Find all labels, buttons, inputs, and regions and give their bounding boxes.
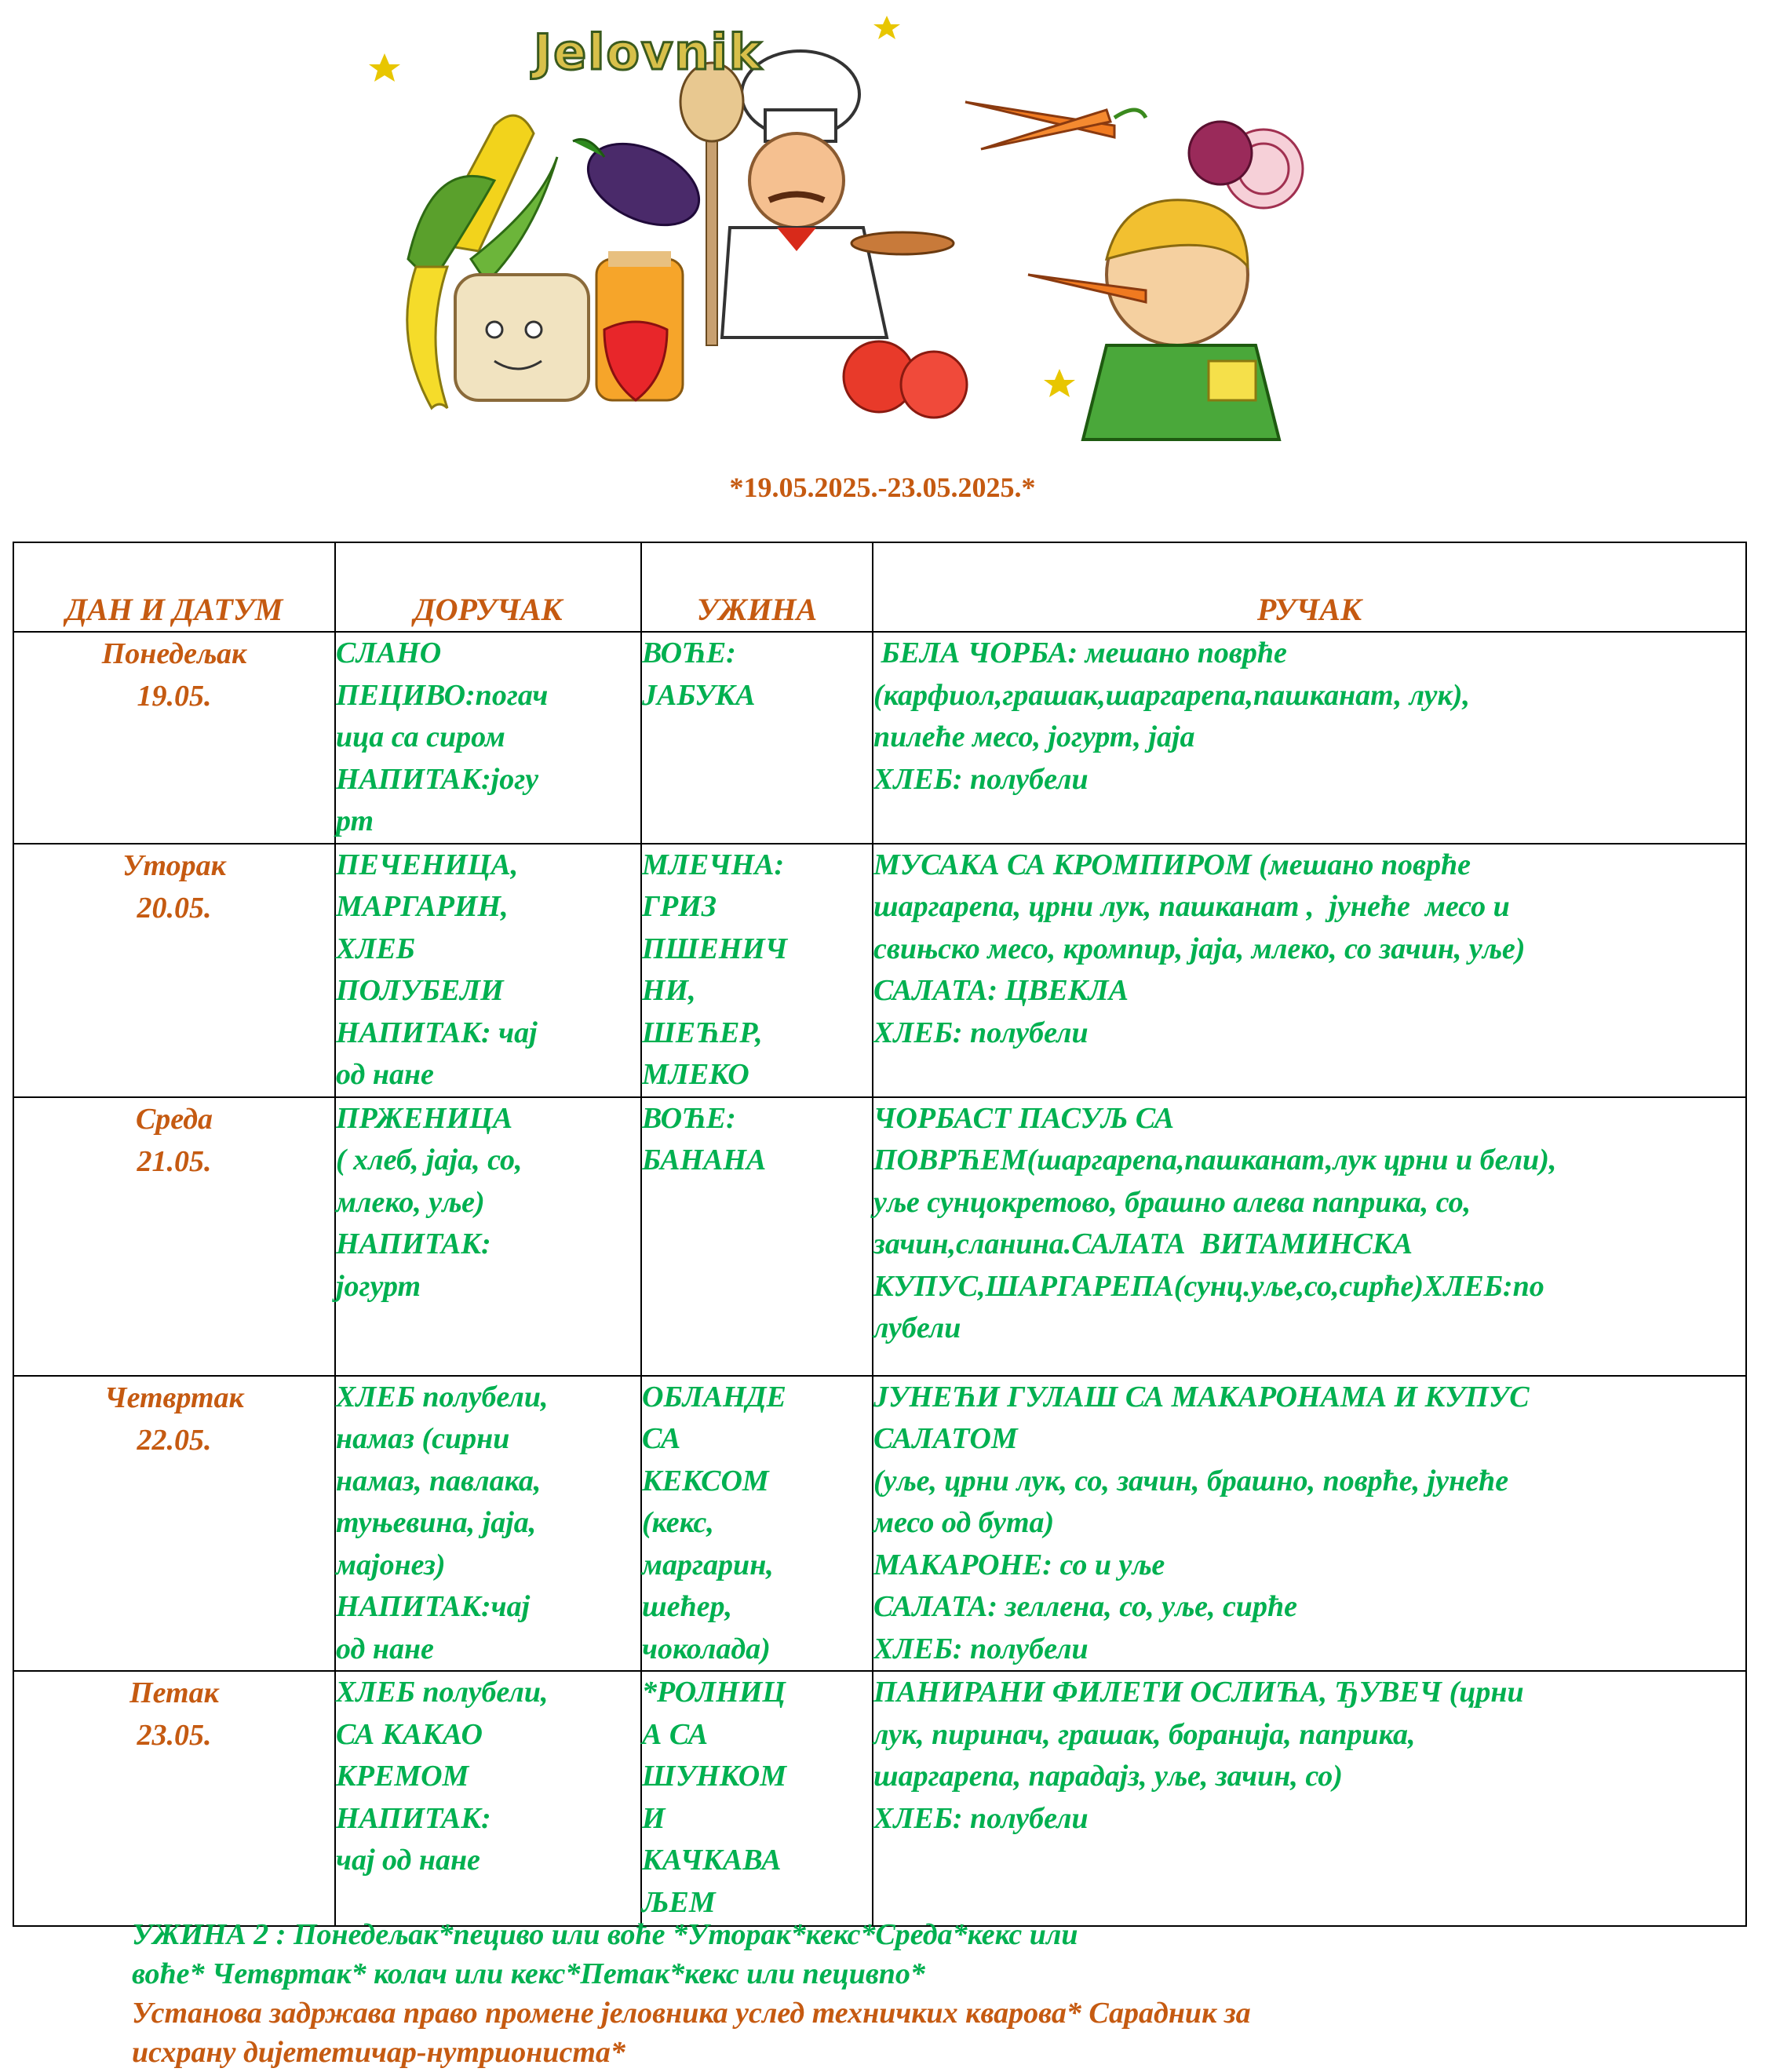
menu-line: ПШЕНИЧ bbox=[642, 932, 788, 965]
footer-notes bbox=[132, 1915, 1701, 2072]
menu-line: (кекс, bbox=[642, 1506, 714, 1539]
menu-line: ЈАБУКА bbox=[642, 678, 756, 712]
menu-line: (уље, црни лук, со, зачин, брашно, поврће, јунеће bbox=[873, 1464, 1509, 1497]
child-icon bbox=[1028, 200, 1279, 440]
table-header-row bbox=[13, 542, 1746, 632]
menu-line: ХЛЕБ: полубели bbox=[873, 1016, 1089, 1049]
banana-icon bbox=[407, 267, 447, 408]
day-date: 21.05. bbox=[137, 1144, 212, 1178]
menu-line: рт bbox=[336, 804, 374, 837]
menu-line: ица са сиром bbox=[336, 720, 505, 753]
snack-cell bbox=[641, 1097, 873, 1376]
breakfast-cell bbox=[335, 1376, 641, 1672]
day-name: Понедељак bbox=[101, 637, 247, 670]
lunch-cell bbox=[873, 1671, 1746, 1926]
menu-line: ЧОРБАСТ ПАСУЉ СА bbox=[873, 1101, 1175, 1135]
menu-line: зачин,сланина.САЛАТА ВИТАМИНСКА bbox=[873, 1228, 1413, 1260]
breakfast-cell bbox=[335, 844, 641, 1097]
tomato-icon bbox=[844, 341, 967, 418]
menu-line: мајонез) bbox=[336, 1548, 446, 1581]
menu-line: свињско месо, кромпир, јаја, млеко, со зачин, уље) bbox=[873, 932, 1526, 965]
menu-line: уље сунцокретово, брашно алева паприка, со, bbox=[873, 1185, 1471, 1219]
menu-line: туњевина, јаја, bbox=[336, 1506, 537, 1539]
column-header-lunch: РУЧАК bbox=[873, 542, 1746, 632]
column-header-day: ДАН И ДАТУМ bbox=[13, 542, 335, 632]
star-icon bbox=[369, 53, 400, 82]
menu-line: МУСАКА СА КРОМПИРОМ (мешано поврће bbox=[873, 848, 1471, 881]
menu-table bbox=[13, 542, 1747, 1927]
menu-line: ХЛЕБ полубели, bbox=[336, 1676, 549, 1709]
menu-line: НИ, bbox=[642, 974, 696, 1007]
menu-line: ХЛЕБ полубели, bbox=[336, 1380, 549, 1414]
corn-icon bbox=[408, 115, 557, 283]
menu-line: ПРЖЕНИЦА bbox=[336, 1101, 513, 1135]
carrot-icon bbox=[965, 102, 1146, 149]
table-row bbox=[13, 632, 1746, 844]
menu-line: чај од нане bbox=[336, 1844, 480, 1877]
column-header-breakfast: ДОРУЧАК bbox=[335, 542, 641, 632]
menu-line: млеко, уље) bbox=[336, 1185, 485, 1219]
day-date: 20.05. bbox=[137, 891, 212, 925]
menu-line: од нане bbox=[336, 1632, 434, 1665]
menu-line: (карфиол,грашак,шаргарепа,пашканат, лук), bbox=[873, 678, 1470, 712]
menu-illustration bbox=[337, 0, 1366, 443]
menu-line: ПЕЦИВО:погач bbox=[336, 678, 549, 712]
snack-cell bbox=[641, 632, 873, 844]
menu-line: ШЕЋЕР, bbox=[642, 1016, 763, 1049]
logo-text: Jelovnik bbox=[534, 24, 764, 81]
menu-line: ВОЋЕ: bbox=[642, 637, 736, 669]
menu-line: ХЛЕБ bbox=[336, 932, 415, 965]
menu-line: НАПИТАК:чај bbox=[336, 1590, 531, 1623]
table-row bbox=[13, 1671, 1746, 1926]
menu-line: МЛЕКО bbox=[642, 1058, 749, 1091]
day-name: Петак bbox=[129, 1676, 219, 1709]
day-cell bbox=[13, 632, 335, 844]
day-name: Четвртак bbox=[104, 1381, 244, 1414]
day-cell bbox=[13, 844, 335, 1097]
menu-line: БАНАНА bbox=[642, 1144, 767, 1176]
menu-line: ПЕЧЕНИЦА, bbox=[336, 848, 519, 881]
menu-line: СА bbox=[642, 1422, 681, 1455]
menu-line: НАПИТАК: чај bbox=[336, 1016, 538, 1049]
lunch-cell bbox=[873, 632, 1746, 844]
menu-line: МАРГАРИН, bbox=[336, 890, 509, 923]
menu-line: ЈУНЕЋИ ГУЛАШ СА МАКАРОНАМА И КУПУС bbox=[873, 1380, 1530, 1414]
menu-line: КЕКСОМ bbox=[642, 1464, 769, 1497]
column-header-snack: УЖИНА bbox=[641, 542, 873, 632]
menu-line: чоколада) bbox=[642, 1632, 771, 1665]
onion-icon bbox=[1189, 122, 1303, 208]
menu-line: И bbox=[642, 1801, 666, 1835]
footer-line: исхрану дијететичар-нутриониста* bbox=[132, 2036, 625, 2069]
breakfast-cell bbox=[335, 1097, 641, 1376]
menu-line: намаз (сирни bbox=[336, 1422, 510, 1455]
menu-line: јогурт bbox=[336, 1269, 421, 1303]
menu-line: ПОВРЋЕМ(шаргарепа,пашканат,лук црни и бели), bbox=[873, 1144, 1557, 1176]
day-cell bbox=[13, 1376, 335, 1672]
menu-line: НАПИТАК: bbox=[336, 1801, 491, 1835]
eggplant-icon bbox=[573, 128, 712, 242]
date-range: *19.05.2025.-23.05.2025.* bbox=[729, 472, 1036, 503]
chef-icon bbox=[680, 51, 954, 345]
table-row bbox=[13, 1376, 1746, 1672]
menu-line: МЛЕЧНА: bbox=[642, 848, 785, 881]
menu-line: МАКАРОНЕ: со и уље bbox=[873, 1548, 1165, 1581]
star-icon bbox=[1044, 369, 1075, 397]
menu-line: ХЛЕБ: полубели bbox=[873, 1632, 1089, 1665]
menu-line: ГРИЗ bbox=[642, 890, 717, 923]
menu-line: ХЛЕБ: полубели bbox=[873, 1801, 1089, 1835]
menu-line: СЛАНО bbox=[336, 637, 442, 669]
day-date: 22.05. bbox=[137, 1423, 212, 1457]
menu-line: ВОЋЕ: bbox=[642, 1101, 736, 1135]
menu-line: ПАНИРАНИ ФИЛЕТИ ОСЛИЋА, ЂУВЕЧ (црни bbox=[873, 1676, 1524, 1709]
menu-line: САЛАТА: зеллена, со, уље, сирће bbox=[873, 1590, 1297, 1623]
day-date: 23.05. bbox=[137, 1719, 212, 1752]
table-row bbox=[13, 844, 1746, 1097]
star-icon bbox=[873, 16, 900, 39]
bread-icon bbox=[455, 275, 589, 400]
breakfast-cell bbox=[335, 632, 641, 844]
menu-line: шаргарепа, парадајз, уље, зачин, со) bbox=[873, 1760, 1343, 1793]
footer-line: Установа задржава право промене јеловника услед техничких кварова* Сарадник за bbox=[132, 1997, 1251, 2030]
day-name: Уторак bbox=[122, 848, 226, 882]
menu-line: лук, пиринач, грашак, боранија, паприка, bbox=[873, 1717, 1416, 1751]
lunch-cell bbox=[873, 1097, 1746, 1376]
menu-line: шећер, bbox=[642, 1590, 733, 1623]
day-cell bbox=[13, 1671, 335, 1926]
menu-line: од нане bbox=[336, 1058, 434, 1091]
snack-cell bbox=[641, 1376, 873, 1672]
menu-line: месо од бута) bbox=[873, 1506, 1055, 1539]
menu-line: ПОЛУБЕЛИ bbox=[336, 974, 504, 1007]
menu-line: маргарин, bbox=[642, 1548, 774, 1581]
menu-line: ( хлеб, јаја, со, bbox=[336, 1144, 523, 1176]
menu-line: КУПУС,ШАРГАРЕПА(сунц.уље,со,сирће)ХЛЕБ:по bbox=[873, 1269, 1544, 1303]
menu-line: шаргарепа, црни лук, пашканат , јунеће месо и bbox=[873, 890, 1510, 923]
menu-line: БЕЛА ЧОРБА: мешано поврће bbox=[873, 637, 1287, 669]
menu-line: НАПИТАК: bbox=[336, 1228, 491, 1260]
menu-line: ШУНКОМ bbox=[642, 1760, 787, 1793]
menu-line: САЛАТА: ЦВЕКЛА bbox=[873, 974, 1129, 1007]
menu-line: пилеће месо, јогурт, јаја bbox=[873, 720, 1195, 753]
breakfast-cell bbox=[335, 1671, 641, 1926]
menu-line: ЉЕМ bbox=[642, 1885, 716, 1919]
menu-line: намаз, павлака, bbox=[336, 1464, 542, 1497]
menu-line: КРЕМОМ bbox=[336, 1760, 469, 1793]
day-cell bbox=[13, 1097, 335, 1376]
lunch-cell bbox=[873, 1376, 1746, 1672]
menu-line: КАЧКАВА bbox=[642, 1844, 782, 1877]
menu-line: ХЛЕБ: полубели bbox=[873, 762, 1089, 796]
day-date: 19.05. bbox=[137, 680, 212, 713]
footer-line: УЖИНА 2 : Понедељак*пециво или воће *Уторак*кекс*Среда*кекс или bbox=[132, 1918, 1078, 1951]
menu-line: НАПИТАК:јогу bbox=[336, 762, 539, 796]
menu-line: А СА bbox=[642, 1717, 709, 1751]
lunch-cell bbox=[873, 844, 1746, 1097]
menu-line: САЛАТОМ bbox=[873, 1422, 1018, 1455]
table-row bbox=[13, 1097, 1746, 1376]
menu-line: ОБЛАНДЕ bbox=[642, 1380, 786, 1414]
footer-line: воће* Четвртак* колач или кекс*Петак*кекс или пецивпо* bbox=[132, 1957, 925, 1990]
snack-cell bbox=[641, 844, 873, 1097]
menu-line: *РОЛНИЦ bbox=[642, 1676, 786, 1709]
snack-cell bbox=[641, 1671, 873, 1926]
menu-line: СА КАКАО bbox=[336, 1717, 483, 1751]
day-name: Среда bbox=[135, 1102, 213, 1136]
menu-line: лубели bbox=[873, 1311, 961, 1344]
